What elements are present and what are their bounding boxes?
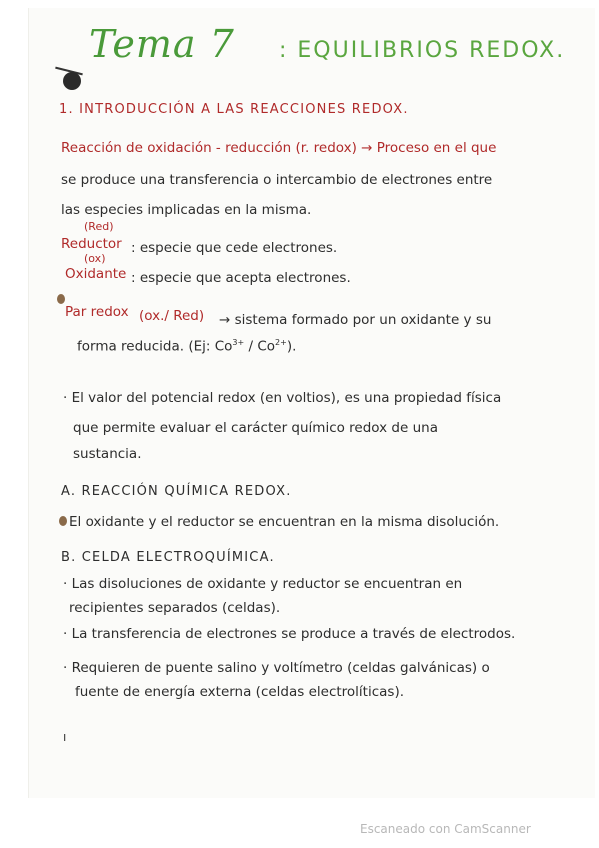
section-b-line1: · Las disoluciones de oxidante y reductor se encuentran en: [63, 576, 463, 592]
potential-line3: sustancia.: [73, 446, 142, 462]
margin-mark: ı: [63, 730, 67, 744]
title-tema: Tema 7: [89, 22, 235, 66]
par-redox-label: Par redox: [65, 304, 129, 320]
potential-line2: que permite evaluar el carácter químico redox de una: [73, 420, 438, 436]
title-subject: : EQUILIBRIOS REDOX.: [279, 38, 566, 63]
redox-definition-line1: Reacción de oxidación - reducción (r. redox) → Proceso en el que: [61, 140, 497, 156]
oxidante-label: Oxidante: [65, 266, 127, 282]
bullet-dot: [59, 516, 67, 526]
par-redox-line2: forma reducida. (Ej: $Co^{3+} / Co^{2+}$).: [77, 338, 297, 355]
oxidante-definition: : especie que acepta electrones.: [131, 270, 351, 286]
section-b-line2: recipientes separados (celdas).: [69, 600, 281, 616]
section-a-title: A. REACCIÓN QUÍMICA REDOX.: [61, 484, 292, 499]
redox-definition-line2: se produce una transferencia o intercambio de electrones entre: [61, 172, 493, 188]
section-b-line3: · La transferencia de electrones se produce a través de electrodos.: [63, 626, 516, 642]
reductor-label: Reductor: [61, 236, 122, 252]
section-b-line4: · Requieren de puente salino y voltímetro (celdas galvánicas) o: [63, 660, 490, 676]
oxidante-note: (ox): [84, 252, 106, 265]
reductor-definition: : especie que cede electrones.: [131, 240, 338, 256]
par-redox-paren: (ox./ Red): [139, 308, 205, 324]
punch-hole: [63, 72, 81, 90]
notebook-page: [28, 8, 595, 798]
section-b-line5: fuente de energía externa (celdas electrolíticas).: [75, 684, 405, 700]
section-a-text: El oxidante y el reductor se encuentran en la misma disolución.: [69, 514, 500, 530]
potential-line1: · El valor del potencial redox (en voltios), es una propiedad física: [63, 390, 502, 406]
camscanner-watermark: Escaneado con CamScanner: [360, 822, 531, 836]
section-b-title: B. CELDA ELECTROQUÍMICA.: [61, 550, 275, 565]
reductor-note: (Red): [84, 220, 114, 233]
bullet-dot: [57, 294, 65, 304]
par-redox-definition: → sistema formado por un oxidante y su: [219, 312, 492, 328]
redox-definition-line3: las especies implicadas en la misma.: [61, 202, 312, 218]
section-1-title: 1. INTRODUCCIÓN A LAS REACCIONES REDOX.: [59, 102, 409, 117]
